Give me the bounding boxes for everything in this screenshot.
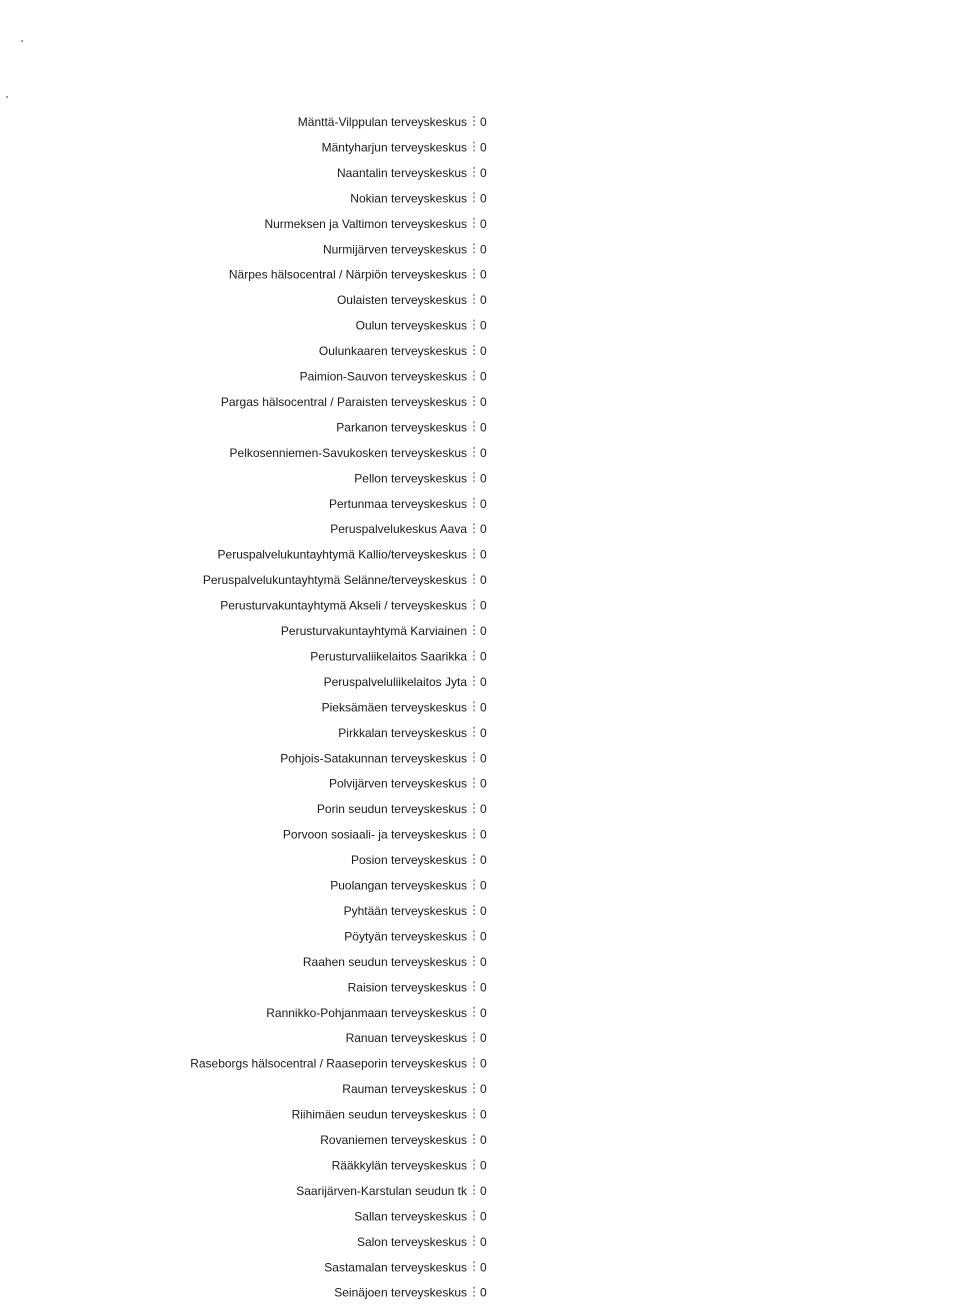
category-label: Perusturvakuntayhtymä Akseli / terveyskeskus	[220, 598, 467, 613]
category-label: Nurmeksen ja Valtimon terveyskeskus	[264, 216, 467, 231]
category-label: Perusturvakuntayhtymä Karviainen	[280, 624, 467, 638]
category-label: Nokian terveyskeskus	[350, 191, 467, 206]
data-label: 0	[480, 242, 487, 257]
category-label: Perusturvaliikelaitos Saarikka	[310, 649, 467, 664]
category-label: Puolangan terveyskeskus	[330, 878, 467, 893]
data-label: 0	[480, 980, 487, 995]
category-label: Pöytyän terveyskeskus	[344, 929, 467, 944]
data-label: 0	[480, 1209, 487, 1224]
data-label: 0	[480, 445, 487, 460]
value-labels	[480, 115, 487, 1300]
category-label: Mäntyharjun terveyskeskus	[321, 140, 467, 155]
data-label: 0	[480, 522, 487, 537]
category-label: Pargas hälsocentral / Paraisten terveyskeskus	[220, 394, 467, 409]
data-label: 0	[480, 878, 487, 893]
data-label: 0	[480, 776, 487, 791]
category-label: Pertunmaa terveyskeskus	[328, 496, 467, 511]
category-label: Pelkosenniemen-Savukosken terveyskeskus	[229, 445, 467, 460]
data-label: 0	[480, 191, 487, 206]
category-label: Oulunkaaren terveyskeskus	[318, 344, 467, 359]
category-label: Salon terveyskeskus	[356, 1234, 467, 1249]
data-label: 0	[480, 802, 487, 817]
category-label: Peruspalveluliikelaitos Jyta	[323, 674, 467, 689]
data-label: 0	[480, 573, 487, 588]
category-label: Rannikko-Pohjanmaan terveyskeskus	[266, 1005, 467, 1020]
category-label: Pohjois-Satakunnan terveyskeskus	[280, 751, 467, 766]
category-label: Raseborgs hälsocentral / Raaseporin terveyskeskus	[190, 1056, 467, 1071]
data-label: 0	[480, 496, 487, 511]
category-label: Raahen seudun terveyskeskus	[302, 954, 467, 969]
data-label: 0	[480, 827, 487, 842]
data-label: 0	[480, 344, 487, 359]
data-label: 0	[480, 1260, 487, 1275]
data-label: 0	[480, 1056, 487, 1071]
data-label: 0	[480, 725, 487, 740]
data-label: 0	[480, 1133, 487, 1147]
data-label: 0	[480, 547, 487, 562]
category-label: Mänttä-Vilppulan terveyskeskus	[297, 115, 467, 129]
data-label: 0	[480, 751, 487, 766]
category-label: Pyhtään terveyskeskus	[343, 903, 467, 918]
category-label: Peruspalvelukuntayhtymä Selänne/terveyskeskus	[202, 573, 467, 588]
category-label: Polvijärven terveyskeskus	[328, 776, 467, 791]
category-label: Pieksämäen terveyskeskus	[321, 700, 467, 715]
category-label: Naantalin terveyskeskus	[336, 165, 467, 180]
data-label: 0	[480, 140, 487, 155]
category-label: Rovaniemen terveyskeskus	[320, 1133, 467, 1147]
data-label: 0	[480, 318, 487, 333]
category-label: Ranuan terveyskeskus	[345, 1031, 467, 1046]
category-label: Nurmijärven terveyskeskus	[322, 242, 467, 257]
category-label: Posion terveyskeskus	[350, 853, 467, 868]
data-label: 0	[480, 165, 487, 180]
category-label: Seinäjoen terveyskeskus	[334, 1285, 467, 1300]
category-label: Rääkkylän terveyskeskus	[331, 1158, 467, 1173]
category-label: Sastamalan terveyskeskus	[324, 1260, 467, 1275]
data-label: 0	[480, 293, 487, 308]
category-label: Oulun terveyskeskus	[355, 318, 467, 333]
data-label: 0	[480, 929, 487, 944]
data-label: 0	[480, 394, 487, 409]
data-label: 0	[480, 267, 487, 282]
data-label: 0	[480, 1158, 487, 1173]
category-label: Rauman terveyskeskus	[342, 1082, 467, 1097]
data-label: 0	[480, 1183, 487, 1198]
data-label: 0	[480, 369, 487, 384]
category-label: Porin seudun terveyskeskus	[316, 802, 467, 817]
data-label: 0	[480, 853, 487, 868]
data-label: 0	[480, 624, 487, 638]
category-label: Pellon terveyskeskus	[354, 471, 467, 486]
data-label: 0	[480, 700, 487, 715]
category-label: Peruspalvelukuntayhtymä Kallio/terveyskeskus	[217, 547, 467, 562]
data-label: 0	[480, 1031, 487, 1046]
category-label: Paimion-Sauvon terveyskeskus	[299, 369, 467, 384]
data-label: 0	[480, 1234, 487, 1249]
data-label: 0	[480, 598, 487, 613]
data-label: 0	[480, 1107, 487, 1122]
data-label: 0	[480, 1285, 487, 1300]
data-label: 0	[480, 1082, 487, 1097]
data-label: 0	[480, 674, 487, 689]
category-labels	[190, 115, 468, 1300]
category-label: Saarijärven-Karstulan seudun tk	[296, 1183, 467, 1198]
category-label: Oulaisten terveyskeskus	[336, 293, 467, 308]
data-label: 0	[480, 903, 487, 918]
category-label: Pirkkalan terveyskeskus	[338, 725, 467, 740]
data-label: 0	[480, 649, 487, 664]
category-label: Peruspalvelukeskus Aava	[330, 522, 467, 537]
category-label: Porvoon sosiaali- ja terveyskeskus	[282, 827, 467, 842]
category-label: Riihimäen seudun terveyskeskus	[291, 1107, 467, 1122]
category-label: Sallan terveyskeskus	[354, 1209, 467, 1224]
data-label: 0	[480, 115, 487, 129]
data-label: 0	[480, 954, 487, 969]
data-label: 0	[480, 1005, 487, 1020]
category-label: Närpes hälsocentral / Närpiön terveyskeskus	[228, 267, 467, 282]
data-label: 0	[480, 471, 487, 486]
data-label: 0	[480, 420, 487, 435]
data-label: 0	[480, 216, 487, 231]
category-label: Parkanon terveyskeskus	[336, 420, 467, 435]
category-label: Raision terveyskeskus	[347, 980, 467, 995]
